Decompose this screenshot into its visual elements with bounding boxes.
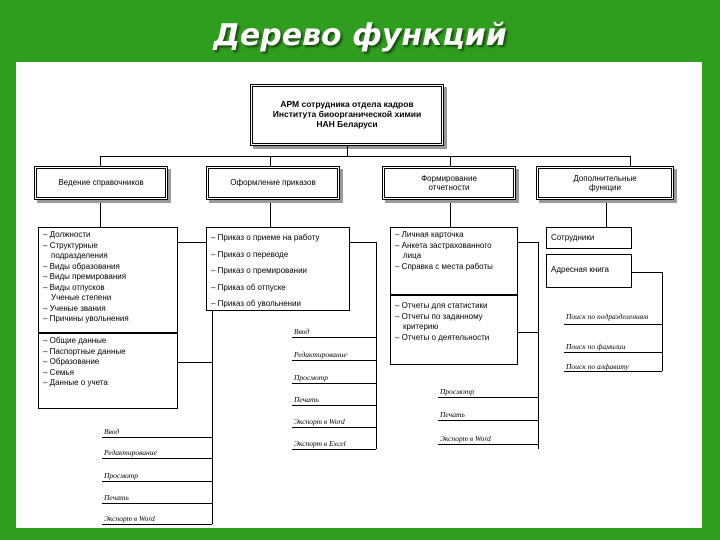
reports-item: – Отчеты о деятельности	[395, 332, 490, 342]
extra-employees-box	[546, 227, 632, 249]
references-item: – Виды образования	[43, 261, 120, 271]
branch-references	[34, 166, 168, 200]
reports-item: лица	[403, 251, 422, 260]
reports-ops-link	[518, 332, 538, 333]
rep-op-export-word: Экспорт в Word	[440, 434, 491, 443]
references-item: – Данные о учета	[43, 378, 108, 387]
ref-op-enter: Ввод	[104, 427, 120, 436]
branch-extra	[536, 166, 674, 200]
branch-connector-2	[270, 156, 271, 166]
reports-list-1	[390, 227, 518, 295]
ord-op-view-line	[292, 383, 376, 384]
ord-op-edit-line	[292, 360, 376, 361]
search-by-division-line	[564, 324, 662, 325]
references-item: подразделения	[51, 251, 108, 260]
ref-op-print-line	[102, 503, 212, 504]
root-node	[250, 84, 444, 146]
references-item: – Причины увольнения	[43, 314, 129, 323]
slide-title: Дерево функций	[213, 18, 507, 53]
search-ops-link-v	[662, 272, 663, 324]
branch-orders	[206, 166, 340, 200]
references-item: Ученые степени	[51, 293, 112, 302]
function-tree-diagram	[16, 62, 702, 528]
ref-op-export-word-line	[102, 524, 212, 525]
orders-item: – Приказ об увольнении	[211, 299, 302, 308]
reports-ops-spine	[538, 242, 539, 449]
references-item: – Образование	[43, 357, 100, 366]
ref-op-export-word: Экспорт в Word	[104, 514, 155, 523]
branch-connector-4	[630, 156, 631, 166]
search-by-alphabet-line	[564, 371, 662, 372]
reports-item: – Справка с места работы	[395, 261, 493, 271]
reports-item: критерию	[403, 322, 439, 331]
orders-item: – Приказ об отпуске	[211, 282, 286, 292]
orders-connector	[270, 203, 271, 227]
orders-item: – Приказ о приеме на работу	[211, 233, 320, 242]
references-list-2	[38, 333, 178, 409]
reports-connector	[450, 203, 451, 227]
ref-op-view: Просмотр	[104, 471, 138, 480]
orders-item: – Приказ о переводе	[211, 249, 289, 259]
branch-references-label: Ведение справочников	[58, 178, 144, 188]
search-ops-spine	[662, 324, 663, 371]
rep-op-print: Печать	[440, 410, 465, 419]
branch-connector-3	[450, 156, 451, 166]
ord-op-print: Печать	[294, 395, 319, 404]
reports-item: – Анкета застрахованного	[395, 240, 492, 250]
references-item: – Виды премирования	[43, 272, 127, 281]
extra-employees-label: Сотрудники	[551, 233, 595, 242]
orders-ops-spine	[376, 242, 377, 449]
extra-connector	[606, 203, 607, 227]
extra-address-book-label: Адресная книга	[551, 265, 609, 274]
references-ops-link	[178, 362, 212, 363]
branch-bus	[100, 156, 630, 157]
ord-op-export-excel: Экспорт в Excel	[294, 439, 346, 448]
references-item: – Должности	[43, 230, 91, 239]
orders-item: – Приказ о премировании	[211, 266, 307, 275]
branch-extra-label: Дополнительные функции	[573, 173, 637, 192]
reports-ops-link	[518, 242, 538, 243]
ord-op-export-word: Экспорт в Word	[294, 417, 345, 426]
ord-op-export-excel-line	[292, 449, 376, 450]
root-node-label: АРМ сотрудника отдела кадров Института биоорганической химии НАН Беларуси	[272, 99, 422, 129]
branch-orders-label: Оформление приказов	[230, 178, 316, 188]
branch-connector-1	[100, 156, 101, 166]
references-list-1	[38, 227, 178, 333]
ord-op-enter-line	[292, 337, 376, 338]
references-item: – Паспортные данные	[43, 346, 126, 356]
reports-list-2	[390, 295, 518, 365]
reports-item: – Отчеты для статистики	[395, 301, 488, 310]
ord-op-print-line	[292, 405, 376, 406]
search-ops-link	[632, 272, 662, 273]
rep-op-view-line	[438, 397, 538, 398]
search-by-division	[566, 312, 656, 321]
branch-reports	[382, 166, 516, 200]
branch-reports-label: Формирование отчетности	[421, 173, 477, 192]
search-by-alphabet: Поиск по алфавиту	[566, 362, 629, 371]
ord-op-view: Просмотр	[294, 373, 328, 382]
ref-op-edit-line	[102, 458, 212, 459]
references-item: – Семья	[43, 367, 74, 377]
orders-ops-link	[350, 242, 376, 243]
search-by-surname-line	[564, 352, 662, 353]
references-connector	[100, 203, 101, 227]
references-item: – Виды отпусков	[43, 282, 105, 292]
extra-address-book-box	[546, 254, 632, 288]
ord-op-edit: Редактирование	[294, 350, 347, 359]
search-by-surname: Поиск по фамилии	[566, 342, 626, 351]
ref-op-enter-line	[102, 437, 212, 438]
rep-op-view: Просмотр	[440, 387, 474, 396]
references-item: – Общие данные	[43, 336, 107, 345]
ref-op-print: Печать	[104, 493, 129, 502]
rep-op-print-line	[438, 420, 538, 421]
ref-op-view-line	[102, 481, 212, 482]
orders-list	[206, 227, 350, 311]
ref-op-edit: Редактирование	[104, 448, 157, 457]
root-connector	[347, 146, 348, 156]
reports-item: – Личная карточка	[395, 230, 464, 239]
reports-item: – Отчеты по заданному	[395, 311, 483, 321]
ord-op-export-word-line	[292, 427, 376, 428]
search-by-division-label: Поиск по подразделениям	[566, 312, 649, 321]
ord-op-enter: Ввод	[294, 327, 310, 336]
rep-op-export-word-line	[438, 444, 538, 445]
references-item: – Структурные	[43, 240, 98, 250]
references-item: – Ученые звания	[43, 303, 106, 313]
